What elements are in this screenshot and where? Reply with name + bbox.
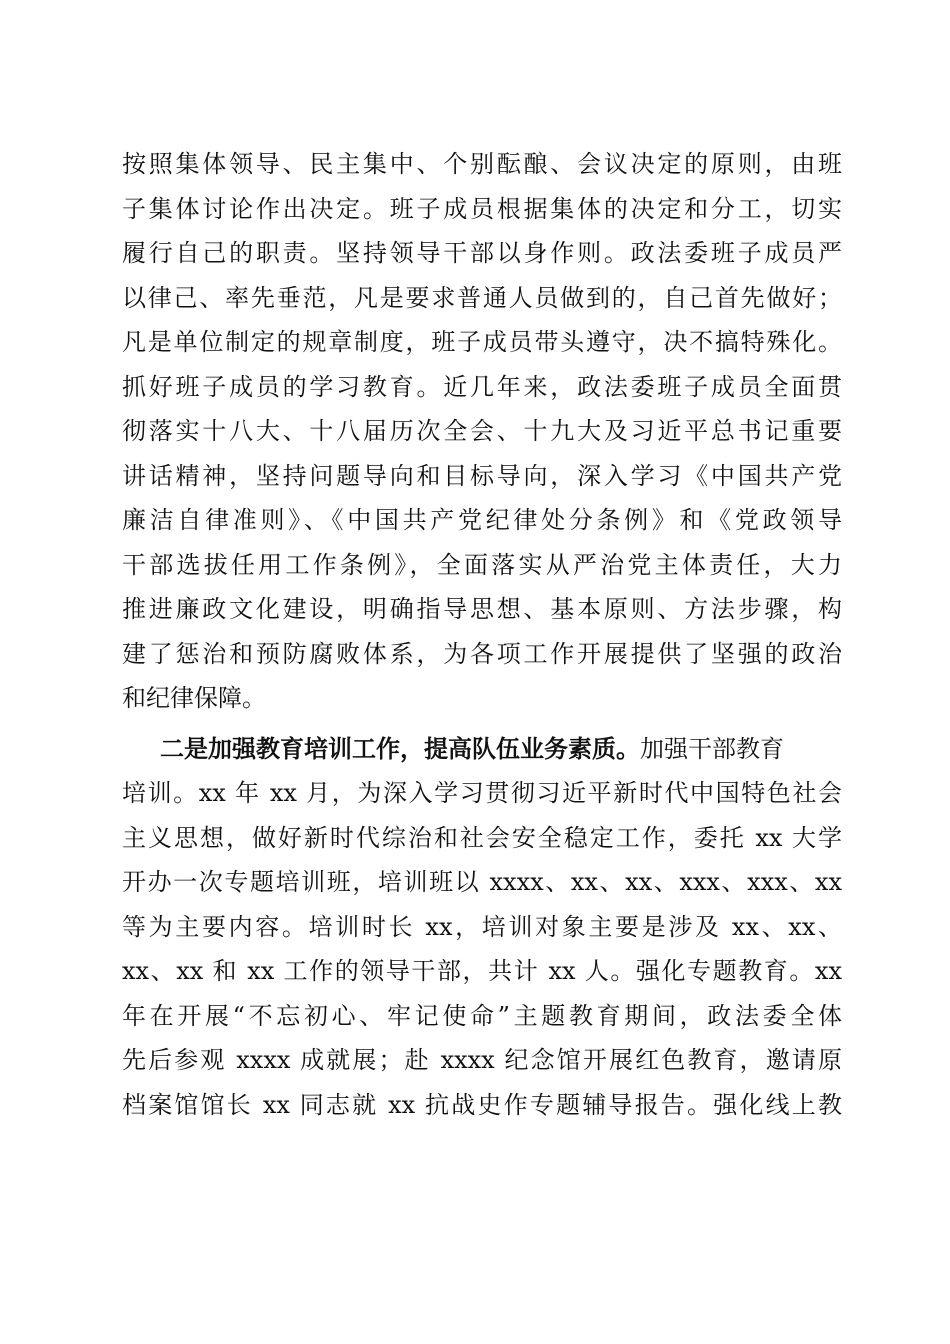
text-line: 先后参观 xxxx 成就展；赴 xxxx 纪念馆开展红色教育，邀请原	[122, 1046, 842, 1074]
text-line: 讲话精神，坚持问题导向和目标导向，深入学习《中国共产党	[122, 461, 842, 490]
paragraph-1	[122, 142, 842, 721]
text-line: 以律己、率先垂范，凡是要求普通人员做到的，自己首先做好；	[122, 283, 842, 312]
text-line: 开办一次专题培训班，培训班以 xxxx、xx、xx、xxx、xxx、xx	[122, 868, 842, 896]
text-line: 档案馆馆长 xx 同志就 xx 抗战史作专题辅导报告。强化线上教	[122, 1090, 842, 1119]
text-line: 和纪律保障。	[122, 684, 266, 712]
text-line: 廉洁自律准则》、《中国共产党纪律处分条例》和《党政领导	[122, 506, 842, 534]
text-line: 干部选拔任用工作条例》，全面落实从严治党主体责任，大力	[122, 550, 842, 579]
text-line: 推进廉政文化建设，明确指导思想、基本原则、方法步骤，构	[122, 595, 842, 623]
paragraph-2	[122, 727, 842, 1128]
body-text	[122, 142, 842, 1127]
text-line: 年在开展“不忘初心、牢记使命”主题教育期间，政法委全体	[122, 1001, 842, 1030]
text-line: xx、xx 和 xx 工作的领导干部，共计 xx 人。强化专题教育。xx	[122, 957, 842, 985]
text-line: 凡是单位制定的规章制度，班子成员带头遵守，决不搞特殊化。	[122, 328, 842, 356]
text-line: 子集体讨论作出决定。班子成员根据集体的决定和分工，切实	[122, 194, 842, 223]
text-line: 培训。xx 年 xx 月，为深入学习贯彻习近平新时代中国特色社会	[122, 779, 842, 807]
text-line: 按照集体领导、民主集中、个别酝酿、会议决定的原则，由班	[122, 150, 842, 178]
text-line: 履行自己的职责。坚持领导干部以身作则。政法委班子成员严	[122, 239, 842, 267]
text-line: 主义思想，做好新时代综治和社会安全稳定工作，委托 xx 大学	[122, 823, 842, 852]
heading-continuation: 加强干部教育	[640, 734, 784, 763]
paragraph-first-line	[122, 727, 842, 772]
text-line: 等为主要内容。培训时长 xx，培训对象主要是涉及 xx、xx、	[122, 912, 842, 941]
text-line: 彻落实十八大、十八届历次全会、十九大及习近平总书记重要	[122, 417, 842, 445]
text-line: 建了惩治和预防腐败体系，为各项工作开展提供了坚强的政治	[122, 639, 842, 668]
text-line: 抓好班子成员的学习教育。近几年来，政法委班子成员全面贯	[122, 372, 842, 401]
section-heading: 二是加强教育培训工作，提高队伍业务素质。	[160, 733, 640, 763]
